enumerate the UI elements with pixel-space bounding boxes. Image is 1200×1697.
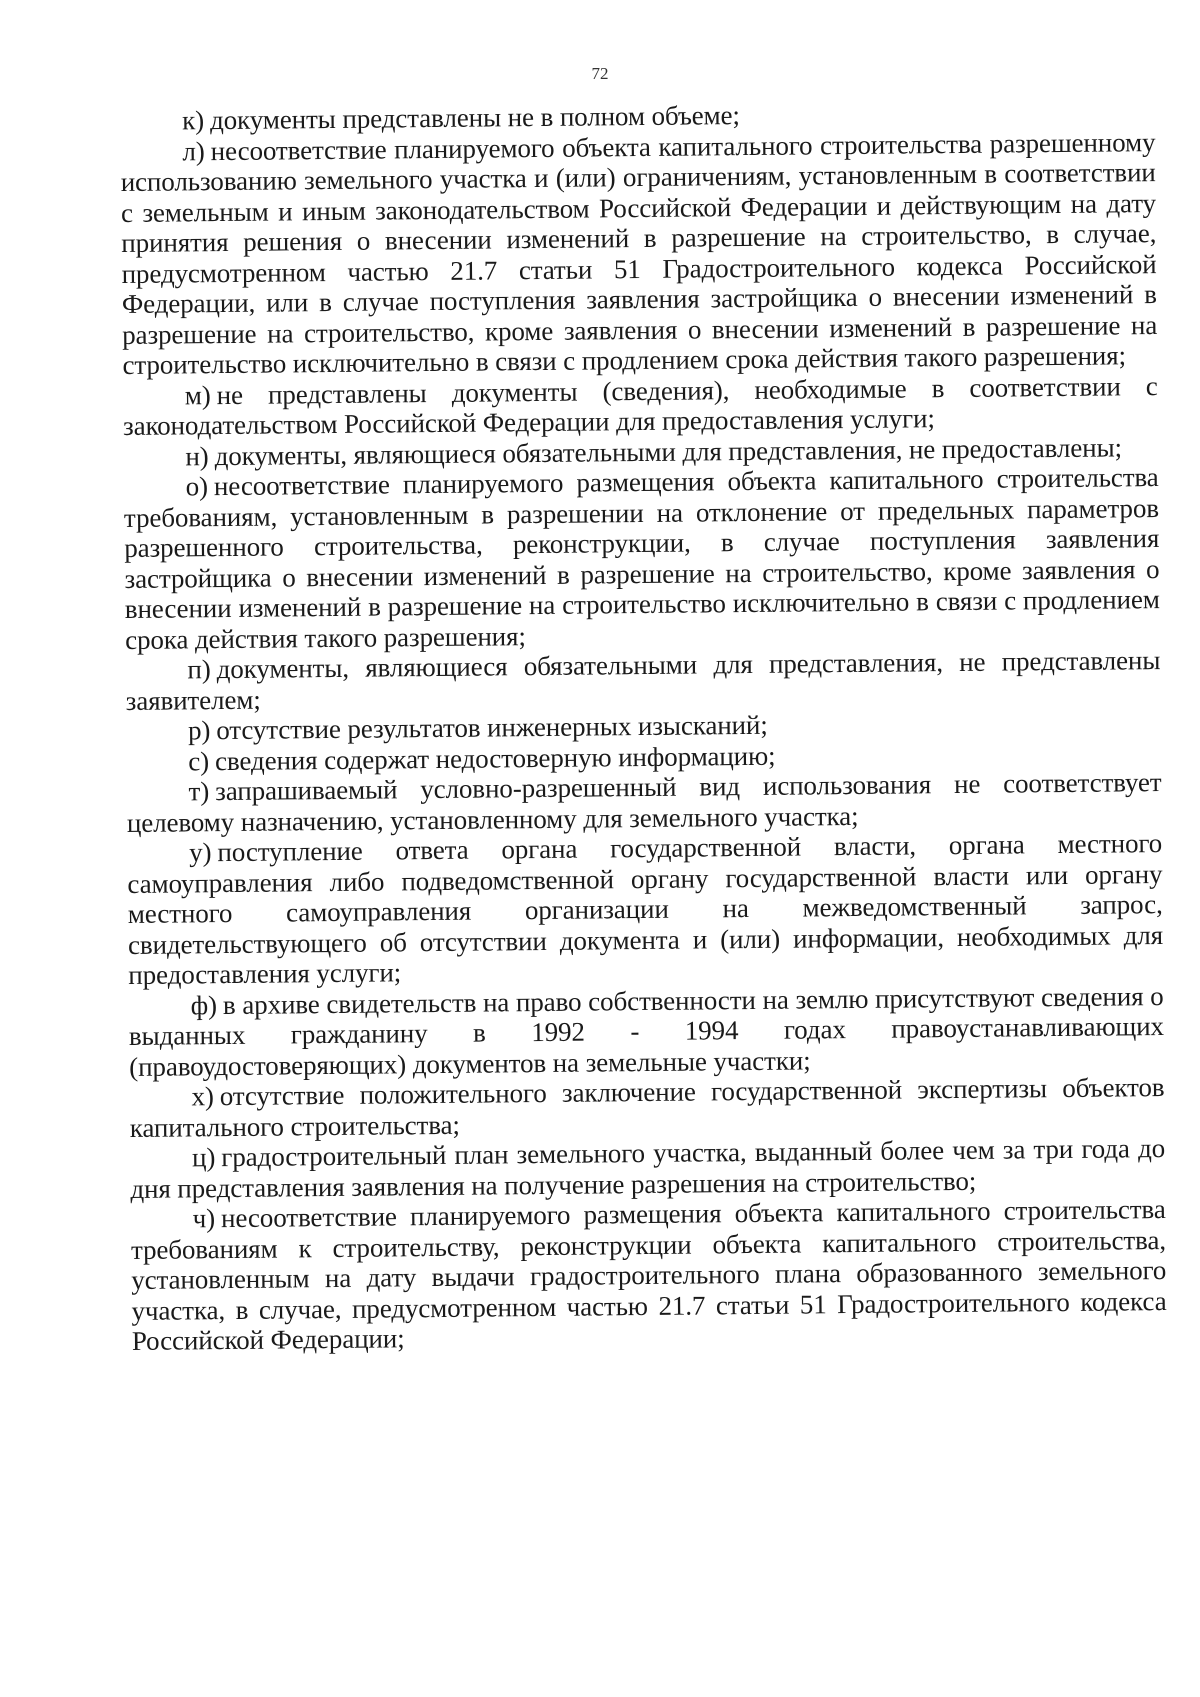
item-marker: т) bbox=[188, 776, 210, 807]
item-text: отсутствие результатов инженерных изысканий; bbox=[216, 709, 768, 746]
item-marker: р) bbox=[187, 715, 211, 746]
item-text: несоответствие планируемого размещения объекта капитального строительства требованиям, установленным в разрешении на отклонение от предельных параметров разрешенного строительства, реконструкции, в случае поступления заявления застройщика о внесении изменений в разрешение на строительство, кроме заявления о внесении изменений в разрешение на строительство исключительно в связи с продлением срока действия такого разрешения; bbox=[123, 462, 1160, 655]
item-marker: к) bbox=[181, 105, 205, 136]
list-item-l bbox=[120, 127, 1157, 381]
item-marker: о) bbox=[185, 471, 209, 502]
item-text: несоответствие планируемого объекта капитального строительства разрешенному использованию земельного участка и (или) ограничениям, установленным в соответствии с земельным и иным законодательством Российской Федерации и действующим на дату принятия решения о внесении изменений в разрешение на строительство, в случае, предусмотренном частью 21.7 статьи 51 Градостроительного кодекса Российской Федерации, или в случае поступления заявления застройщика о внесении изменений в разрешение на строительство, кроме заявления о внесении изменений в разрешение на строительство исключительно в связи с продлением срока действия такого разрешения; bbox=[120, 126, 1158, 380]
item-text: градостроительный план земельного участка, выданный более чем за три года до дня представления заявления на получение разрешения на строительство; bbox=[130, 1133, 1166, 1204]
list-item-ch bbox=[131, 1194, 1167, 1356]
item-text: документы, являющиеся обязательными для представления, не представлены заявителем; bbox=[125, 645, 1161, 716]
page-number: 72 bbox=[591, 64, 609, 83]
item-text: поступление ответа органа государственной власти, органа местного самоуправления либо подведомственной органу государственной власти или органу местного самоуправления организации на межведомственный запрос, свидетельствующего об отсутствии документа и (или) информации, необходимых для предоставления услуги; bbox=[127, 828, 1164, 990]
item-text: запрашиваемый условно-разрешенный вид использования не соответствует целевому назначению, установленному для земельного участка; bbox=[126, 767, 1162, 838]
list-item-u bbox=[127, 828, 1163, 990]
list-item-kh bbox=[129, 1072, 1165, 1143]
item-marker: н) bbox=[185, 440, 209, 471]
item-text: документы представлены не в полном объеме; bbox=[209, 100, 741, 136]
item-marker: ф) bbox=[190, 989, 218, 1020]
item-text: в архиве свидетельств на право собственности на землю присутствуют сведения о выданных гражданину в 1992 - 1994 годах правоустанавливающих (правоудостоверяющих) документов на земельные участки; bbox=[128, 980, 1165, 1082]
item-marker: ц) bbox=[191, 1142, 216, 1173]
item-marker: п) bbox=[187, 654, 211, 685]
item-marker: ч) bbox=[192, 1203, 216, 1234]
item-marker: м) bbox=[184, 379, 211, 410]
list-item-t bbox=[126, 767, 1162, 838]
item-marker: у) bbox=[189, 837, 212, 868]
item-text: несоответствие планируемого размещения объекта капитального строительства требованиям к строительству, реконструкции объекта капитального строительства, установленным на дату выдачи градостроительного плана образованного земельного участка, в случае, предусмотренном частью 21.7 статьи 51 Градостроительного кодекса Российской Федерации; bbox=[130, 1194, 1167, 1356]
item-text: не представлены документы (сведения), необходимые в соответствии с законодательством Российской Федерации для предоставления услуги; bbox=[122, 370, 1158, 441]
item-text: отсутствие положительного заключение государственной экспертизы объектов капитального строительства; bbox=[129, 1072, 1165, 1143]
list-item-f bbox=[128, 981, 1164, 1082]
list-item-m bbox=[123, 371, 1159, 442]
list-item-ts bbox=[130, 1133, 1166, 1204]
document-body bbox=[120, 96, 1167, 1356]
item-marker: с) bbox=[188, 745, 210, 776]
item-marker: х) bbox=[191, 1081, 214, 1112]
item-text: сведения содержат недостоверную информацию; bbox=[214, 740, 776, 776]
item-text: документы, являющиеся обязательными для представления, не предоставлены; bbox=[214, 431, 1123, 471]
list-item-o bbox=[124, 462, 1161, 655]
item-marker: л) bbox=[182, 135, 205, 166]
list-item-p bbox=[125, 645, 1161, 716]
